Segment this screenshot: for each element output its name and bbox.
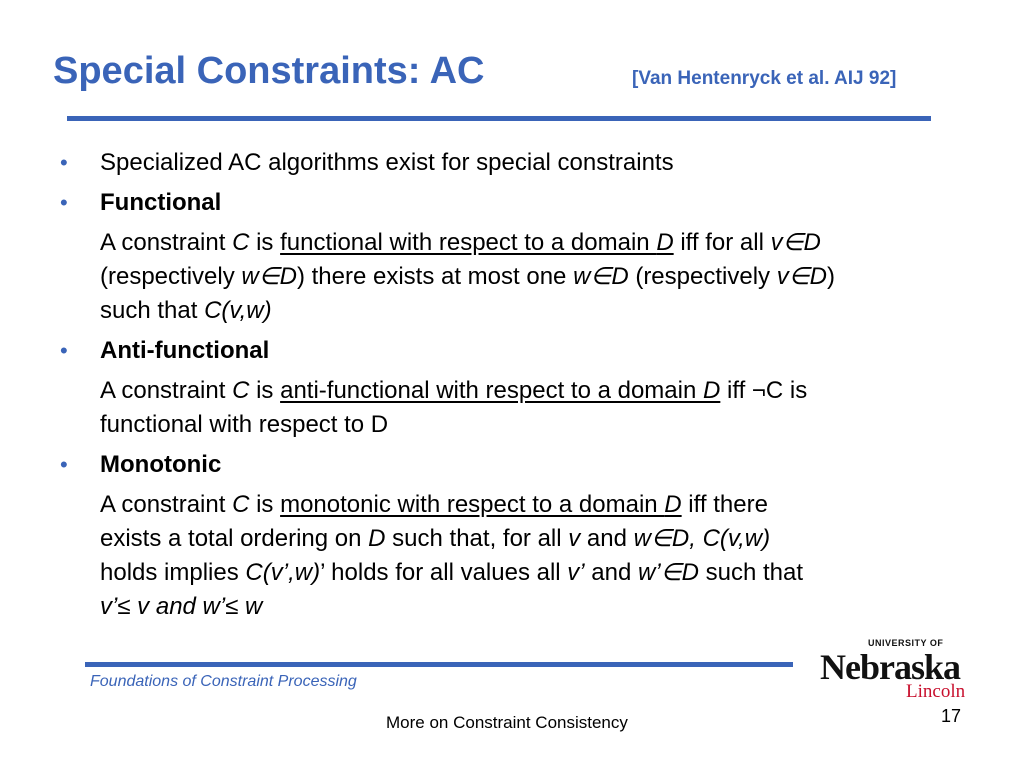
text: (respectively — [628, 263, 777, 290]
slide-title: Special Constraints: AC — [53, 50, 485, 92]
text: (respectively — [100, 263, 242, 290]
bullet-intro — [60, 146, 970, 180]
logo-campus-text: Lincoln — [906, 681, 966, 702]
footer-divider — [85, 662, 793, 667]
var-d: D — [703, 377, 721, 404]
var-d: D — [368, 525, 386, 552]
page-number: 17 — [941, 706, 962, 726]
expr: v∈D — [776, 263, 827, 290]
text: ) there exists at most one — [296, 263, 574, 290]
var-d: D — [656, 229, 674, 256]
text: holds implies — [100, 559, 246, 586]
bullet-icon: • — [60, 150, 68, 175]
text: ’ holds for all values all — [320, 559, 568, 586]
text: functional with respect to D — [100, 411, 389, 438]
expr: C(v,w) — [204, 297, 272, 324]
var-d: D — [664, 491, 682, 518]
defined-term — [280, 229, 674, 256]
var-v-prime: v’ — [567, 559, 585, 586]
bullet-heading: Anti-functional — [100, 337, 270, 364]
text: iff there — [681, 491, 768, 518]
expr: v’≤ v and w’≤ w — [100, 593, 263, 620]
bullet-heading: Functional — [100, 189, 222, 216]
var-v: v — [568, 525, 581, 552]
text: such that — [100, 297, 205, 324]
text: iff for all — [673, 229, 771, 256]
defined-term — [280, 377, 720, 404]
bullet-icon: • — [60, 190, 68, 215]
logo-university-text: UNIVERSITY OF — [868, 638, 944, 648]
logo-name-text: Nebraska — [820, 647, 961, 687]
functional-definition — [60, 226, 970, 328]
bullet-antifunctional — [60, 334, 970, 368]
bullet-text: Specialized AC algorithms exist for special constraints — [100, 149, 674, 176]
text: is — [249, 377, 281, 404]
expr: v∈D — [770, 229, 821, 256]
var-c: C — [232, 377, 250, 404]
text: and — [584, 559, 639, 586]
header-divider — [67, 116, 931, 121]
bullet-functional — [60, 186, 970, 220]
slide-content — [60, 146, 970, 624]
text: A constraint — [100, 377, 233, 404]
text: such that — [698, 559, 803, 586]
term-text: monotonic with respect to a domain — [280, 491, 665, 518]
bullet-heading: Monotonic — [100, 451, 222, 478]
expr: w∈D — [241, 263, 297, 290]
expr: C(v’,w) — [245, 559, 321, 586]
text: such that, for all — [385, 525, 569, 552]
text: ) — [826, 263, 835, 290]
text: is — [249, 229, 281, 256]
university-logo — [818, 636, 968, 702]
expr: w’∈D — [638, 559, 699, 586]
expr: w∈D, C(v,w) — [633, 525, 771, 552]
var-c: C — [232, 491, 250, 518]
antifunctional-definition — [60, 374, 970, 442]
var-c: C — [232, 229, 250, 256]
text: exists a total ordering on — [100, 525, 369, 552]
bullet-monotonic — [60, 448, 970, 482]
text: and — [580, 525, 634, 552]
citation: [Van Hentenryck et al. AIJ 92] — [632, 68, 897, 89]
bullet-icon: • — [60, 338, 68, 363]
bullet-icon: • — [60, 452, 68, 477]
expr: w∈D — [573, 263, 629, 290]
text: iff ¬C is — [720, 377, 808, 404]
term-text: functional with respect to a domain — [280, 229, 657, 256]
slide-topic: More on Constraint Consistency — [386, 713, 628, 732]
text: A constraint — [100, 229, 233, 256]
monotonic-definition — [60, 488, 970, 624]
text: is — [249, 491, 281, 518]
defined-term — [280, 491, 682, 518]
term-text: anti-functional with respect to a domain — [280, 377, 703, 404]
course-name: Foundations of Constraint Processing — [90, 673, 357, 690]
text: A constraint — [100, 491, 233, 518]
